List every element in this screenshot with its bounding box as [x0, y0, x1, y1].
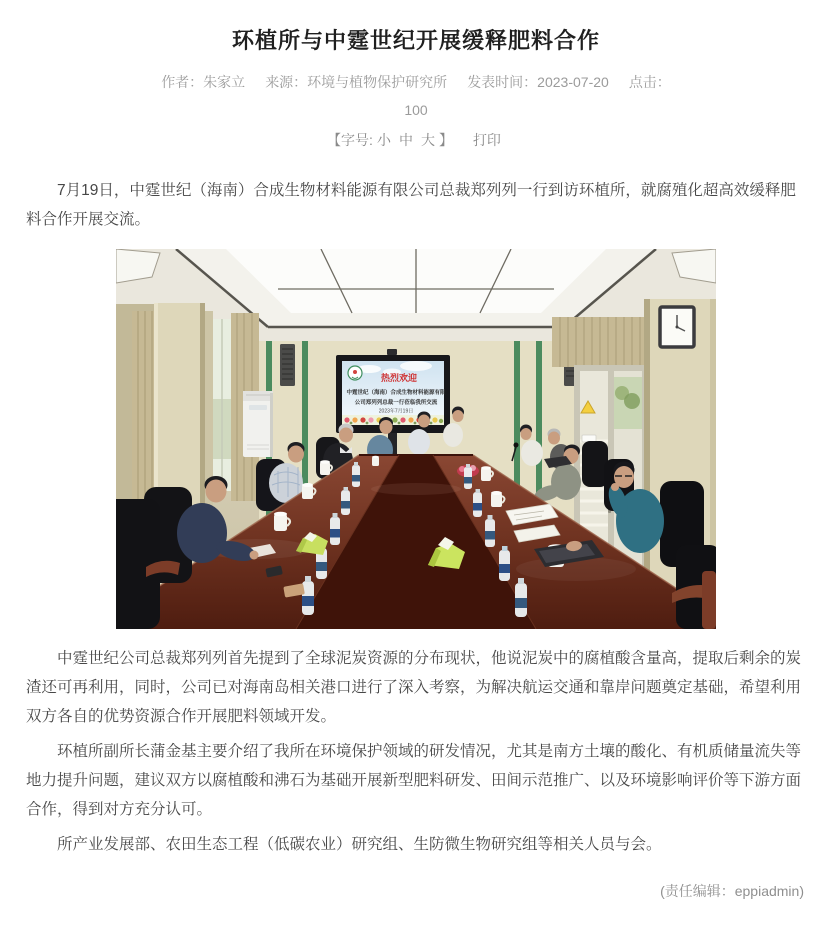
article-meta — [0, 72, 832, 92]
screen-company-line1: 中霆世纪（海南）合成生物材料能源有限 — [346, 390, 446, 396]
card-reader — [582, 435, 596, 442]
meeting-photo-illustration — [116, 249, 716, 629]
fontsize-prefix: 【字号: — [327, 132, 373, 148]
article-paragraph-1: 7月19日，中霆世纪（海南）合成生物材料能源有限公司总裁郑列列一行到访环植所，就腐殖化超高效缓释肥料合作开展交流。 — [26, 182, 796, 228]
meeting-photo — [116, 249, 716, 629]
article-body — [0, 176, 832, 859]
tv-camera-icon — [387, 349, 397, 355]
article-paragraph-3: 环植所副所长蒲金基主要介绍了我所在环境保护领域的研发情况，尤其是南方土壤的酸化、有机质储量流失等地力提升问题，建议双方以腐植酸和沸石为基础开展新型肥料研发、田间示范推广、以及环境影响评价等下游方面合作，得到对方充分认可。 — [26, 743, 802, 818]
fontsize-large-button[interactable]: 大 — [420, 132, 435, 148]
meta-author: 作者：朱家立 — [161, 74, 246, 90]
curtain-right — [552, 317, 652, 367]
screen-date-text: 2023年7月19日 — [378, 408, 414, 415]
meta-hits-value: 100 — [404, 102, 428, 118]
page-title: 环植所与中霆世纪开展缓释肥料合作 — [231, 28, 600, 53]
fontsize-small-button[interactable]: 小 — [376, 132, 391, 148]
screen-welcome-text: 热烈欢迎 — [380, 373, 418, 383]
meta-publish-time: 发表时间：2023-07-20 — [467, 74, 609, 90]
institute-logo-icon — [348, 366, 362, 380]
wall-clock-icon — [660, 307, 694, 347]
article-paragraph-4: 所产业发展部、农田生态工程（低碳农业）研究组、生防微生物研究组等相关人员与会。 — [57, 836, 662, 853]
print-button[interactable]: 打印 — [472, 132, 501, 148]
fontsize-medium-button[interactable]: 中 — [398, 132, 413, 148]
fontsize-suffix: 】 — [438, 132, 453, 148]
article-page — [0, 28, 832, 942]
speaker-left-icon — [280, 344, 295, 386]
meta-source: 来源：环境与植物保护研究所 — [265, 74, 448, 90]
air-conditioner — [243, 391, 273, 457]
screen-company-line2: 公司郑列列总裁一行莅临我所交流 — [354, 400, 438, 406]
editor-note: (责任编辑：eppiadmin) — [660, 883, 804, 899]
article-paragraph-2: 中霆世纪公司总裁郑列列首先提到了全球泥炭资源的分布现状，他说泥炭中的腐植酸含量高，提取后剩余的炭渣还可再利用，同时，公司已对海南岛相关港口进行了深入考察，为解决航运交通和靠岸问题奠定基础，希望利用双方各自的优势资源合作开展肥料领域开发。 — [26, 650, 802, 725]
meta-hits-label: 点击： — [628, 74, 671, 90]
fontsize-toolbar — [0, 130, 832, 150]
